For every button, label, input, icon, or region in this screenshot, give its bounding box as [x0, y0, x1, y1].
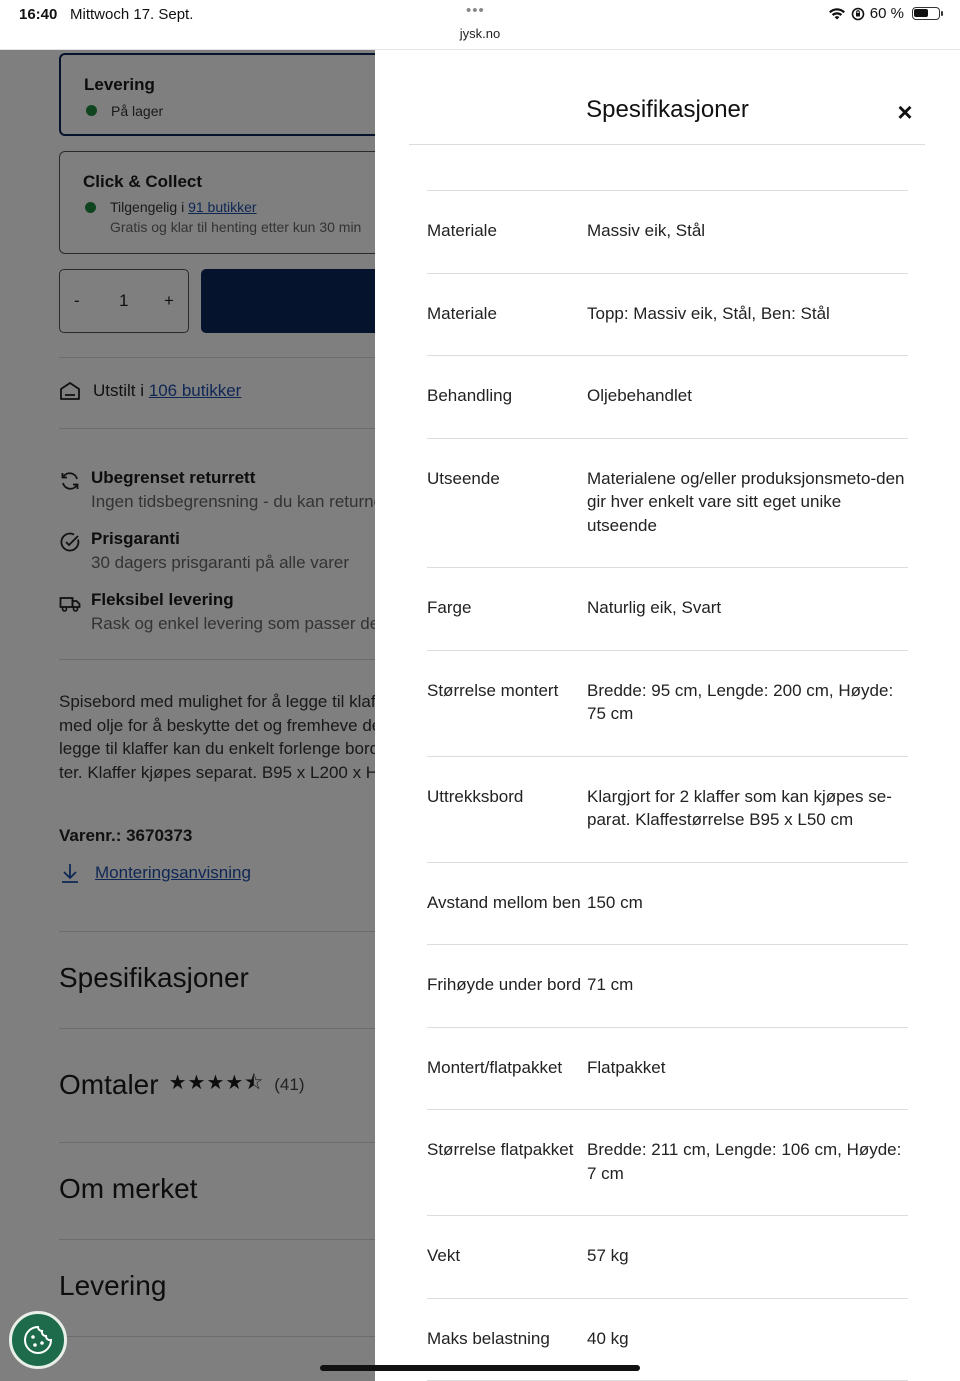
battery-percent: 60 % — [869, 5, 904, 22]
spec-row — [427, 355, 908, 438]
multitask-dots-icon[interactable]: ••• — [466, 2, 485, 19]
spec-value: 40 kg — [587, 1328, 629, 1348]
cookie-icon — [22, 1324, 54, 1356]
specifications-panel — [375, 50, 960, 1381]
spec-value: Flatpakket — [587, 1057, 666, 1077]
status-date: Mittwoch 17. Sept. — [70, 6, 194, 23]
modal-backdrop[interactable] — [0, 50, 375, 1381]
status-bar — [0, 0, 960, 50]
spec-row — [427, 650, 908, 756]
spec-value: Materialene og/eller produksjonsmeto-den gir hver enkelt vare sitt eget unike utseende — [587, 468, 905, 535]
status-indicators — [828, 5, 940, 22]
spec-row — [427, 1027, 908, 1110]
spec-key: Materiale — [427, 303, 497, 323]
spec-key: Farge — [427, 598, 472, 617]
spec-key: Montert/flatpakket — [427, 1057, 563, 1077]
spec-value: Oljebehandlet — [587, 386, 692, 405]
close-button[interactable] — [893, 97, 917, 127]
panel-title: Spesifikasjoner — [586, 96, 749, 123]
specifications-table — [427, 190, 908, 1381]
spec-row — [427, 1109, 908, 1215]
spec-key: Størrelse flatpakket — [427, 1140, 574, 1159]
spec-value: Massiv eik, Stål — [587, 221, 706, 240]
spec-value: 150 cm — [587, 892, 643, 912]
spec-key: Avstand mellom ben — [427, 892, 581, 912]
spec-row — [427, 567, 908, 650]
spec-key: Frihøyde under bord — [427, 975, 582, 994]
spec-row — [427, 862, 908, 945]
spec-row — [427, 1215, 908, 1298]
battery-icon — [912, 7, 940, 20]
spec-key: Materiale — [427, 221, 497, 240]
spec-value: Bredde: 95 cm, Lengde: 200 cm, Høyde: 75 cm — [587, 680, 894, 723]
spec-key: Utseende — [427, 468, 500, 488]
spec-value: 71 cm — [587, 975, 634, 994]
spec-value: 57 kg — [587, 1246, 629, 1265]
spec-value: Topp: Massiv eik, Stål, Ben: Stål — [587, 303, 830, 323]
status-time: 16:40 — [19, 6, 58, 23]
spec-row — [427, 273, 908, 356]
orientation-lock-icon — [851, 7, 865, 21]
spec-key: Uttrekksbord — [427, 786, 524, 806]
spec-row — [427, 756, 908, 862]
panel-divider — [409, 144, 925, 145]
spec-value: Naturlig eik, Svart — [587, 598, 722, 617]
home-indicator[interactable] — [320, 1365, 640, 1371]
spec-value: Klargjort for 2 klaffer som kan kjøpes se-parat. Klaffestørrelse B95 x L50 cm — [587, 786, 892, 829]
spec-key: Vekt — [427, 1246, 461, 1265]
spec-value: Bredde: 211 cm, Lengde: 106 cm, Høyde: 7 cm — [587, 1140, 902, 1183]
spec-row — [427, 190, 908, 273]
spec-key: Behandling — [427, 386, 513, 405]
close-icon: × — [897, 97, 913, 127]
spec-key: Størrelse montert — [427, 680, 559, 700]
spec-row — [427, 944, 908, 1027]
spec-key: Maks belastning — [427, 1328, 550, 1348]
wifi-icon — [828, 7, 846, 20]
address-url[interactable]: jysk.no — [459, 26, 501, 41]
cookie-settings-button[interactable] — [9, 1311, 67, 1369]
spec-row — [427, 438, 908, 568]
